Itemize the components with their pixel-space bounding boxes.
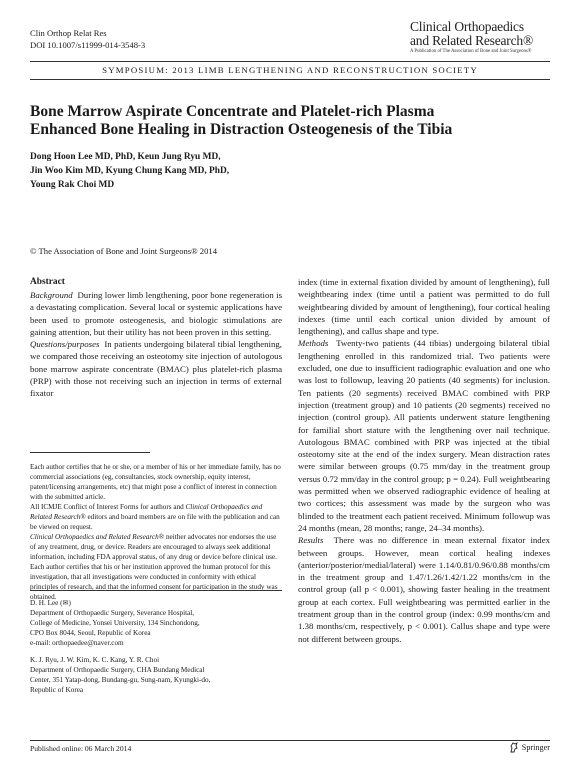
questions-text: In patients undergoing bilateral tibial lengthening, we compared those receiving an osteotomy site injection of autologous bone marrow aspirate concentrate (BMAC) plus platelet-rich plasma (PRP) with those not receiving such an injection in terms of external fixator	[30, 339, 282, 399]
author-list	[30, 150, 430, 192]
footnote-icmje-b: Clinical Orthopaedics and Related Research®	[30, 503, 263, 521]
abstract-right-column	[298, 276, 550, 645]
publisher-name: Springer	[521, 743, 550, 752]
background-text: During lower limb lengthening, poor bone regeneration is a devastating complication. Several local or systemic applications have been used to promote osteogenesis, and biologic stimulations are gaining attention, but their utility has not been proven in this setting.	[30, 290, 282, 337]
abstract-background	[30, 289, 282, 338]
footnote-endorse-a: Clinical Orthopaedics and Related Research®	[30, 533, 165, 541]
title-line-1: Bone Marrow Aspirate Concentrate and Platelet-rich Plasma	[30, 103, 435, 120]
results-text: There was no difference in mean external fixator index between groups. However, mean cortical healing indexes (anterior/posterior/medial/lateral) were 1.14/0.81/0.96/0.88 months/cm in the treatment group and 1.47/1.26/1.42/1.22 months/cm in the control group (all p < 0.001), showing faster healing in the treatment group at each cortex. Full weightbearing was permitted earlier in the treatment group than in the control group (index: 0.99 months/cm and 1.38 months/cm, respectively, p < 0.001). Callus shape and type were not different between groups.	[298, 535, 550, 644]
corr-addr2: Center, 351 Yatap-dong, Bundang-gu, Sung-nam, Kyungki-do,	[30, 676, 211, 684]
published-date: Published online: 06 March 2014	[30, 744, 132, 753]
author-line: Dong Hoon Lee MD, PhD, Keun Jung Ryu MD,	[30, 152, 221, 162]
questions-label: Questions/purposes	[30, 339, 100, 350]
article-title	[30, 103, 550, 139]
abstract-heading: Abstract	[30, 277, 65, 287]
corr-names2: K. J. Ryu, J. W. Kim, K. C. Kang, Y. R. Choi	[30, 656, 160, 664]
footnote-rule	[30, 452, 150, 453]
journal-name-line2: and Related Research®	[410, 33, 534, 48]
author-line: Jin Woo Kim MD, Kyung Chung Kang MD, PhD,	[30, 166, 230, 176]
abstract-results	[298, 534, 550, 645]
footnote-icmje	[30, 502, 282, 532]
corr-addr: Department of Orthopaedic Surgery, Severance Hospital,	[30, 609, 195, 617]
journal-citation	[30, 27, 145, 51]
journal-logo	[410, 20, 550, 55]
corr-email: e-mail: orthopaedee@naver.com	[30, 639, 124, 647]
copyright: © The Association of Bone and Joint Surgeons® 2014	[30, 246, 217, 256]
author-line: Young Rak Choi MD	[30, 180, 115, 190]
footnote-endorse-b: neither advocates nor endorses the use of any treatment, drug, or device. Readers are encouraged to always seek additional information, including FDA approval status, of any drug or device before clinical use.	[30, 533, 277, 561]
journal-abbrev: Clin Orthop Relat Res	[30, 28, 107, 38]
symposium-rule-top	[30, 61, 550, 62]
corr-addr: CPO Box 8044, Seoul, Republic of Korea	[30, 629, 151, 637]
methods-text: Twenty-two patients (44 tibias) undergoing bilateral tibial lengthening enrolled in this randomized trial. Two patients were excluded, one due to insufficient radiographic evaluation and one who was lost to followup, leaving 20 patients (40 segments) for inclusion. Ten patients (20 segments) received BMAC combined with PRP injection (treatment group) and 10 patients (20 segments) received no injection (control group). All patients underwent stature lengthening for familial short stature with the lengthening over nail technique. Autologous BMAC combined with PRP was injected at the tibial osteotomy site at the end of the index surgery. Mean distraction rates were similar between groups (0.75 mm/day in the treatment group versus 0.72 mm/day in the control group; p = 0.24). Full weightbearing was permitted when we observed radiographic evidence of healing at two cortices; this assessment was made by the surgeon who was blinded to the treatment each patient received. Minimum followup was 24 months (mean, 28 months; range, 24–34 months).	[298, 338, 550, 533]
correspondence-rule	[30, 590, 282, 591]
questions-continued: index (time in external fixation divided by amount of lengthening), full weightbearing index (time until a patient was permitted to do full weightbearing divided by amount of lengthening), four cortical healing indexes (time until each cortical union divided by amount of lengthening), and callus shape and type.	[298, 277, 550, 337]
correspondence	[30, 598, 282, 695]
symposium-rule-bottom	[30, 79, 550, 80]
corr-addr2: Republic of Korea	[30, 686, 84, 694]
corr-addr2: Department of Orthopaedic Surgery, CHA Bundang Medical	[30, 666, 205, 674]
footer-rule	[30, 740, 550, 741]
footnote-conflict: Each author certifies that he or she, or a member of his or her immediate family, has no commercial associations (eg, consultancies, stock ownership, equity interest, patent/licensing arrangements, etc) that might pose a conflict of interest in connection with the submitted article.	[30, 463, 281, 501]
footnote-icmje-c: editors and board members are on file with the publication and can be viewed on request.	[30, 513, 280, 531]
methods-label: Methods	[298, 338, 329, 349]
abstract-left-column	[30, 276, 282, 400]
footnote-icmje-a: All ICMJE Conflict of Interest Forms for authors and	[30, 503, 186, 511]
journal-subtitle: A Publication of The Association of Bone and Joint Surgeons®	[410, 49, 532, 54]
abstract-questions	[30, 338, 282, 399]
footnote-irb: Each author certifies that his or her institution approved the human protocol for this investigation, that all investigations were conducted in conformity with ethical principles of research, and that the informed consent for participation in the study was obtained.	[30, 563, 278, 601]
corr-addr: College of Medicine, Yonsei University, 134 Sinchondong,	[30, 619, 200, 627]
springer-horse-icon	[509, 742, 519, 753]
footnotes	[30, 462, 282, 602]
background-label: Background	[30, 290, 73, 300]
symposium-banner: SYMPOSIUM: 2013 LIMB LENGTHENING AND RECONSTRUCTION SOCIETY	[102, 65, 478, 75]
journal-name-line1: Clinical Orthopaedics	[410, 19, 524, 34]
results-label: Results	[298, 535, 324, 546]
abstract-methods	[298, 337, 550, 534]
footnote-endorse	[30, 532, 282, 562]
corr-name: D. H. Lee (✉)	[30, 599, 71, 607]
publisher-logo	[509, 742, 550, 753]
title-line-2: Enhanced Bone Healing in Distraction Osteogenesis of the Tibia	[30, 121, 453, 138]
doi: DOI 10.1007/s11999-014-3548-3	[30, 40, 146, 50]
